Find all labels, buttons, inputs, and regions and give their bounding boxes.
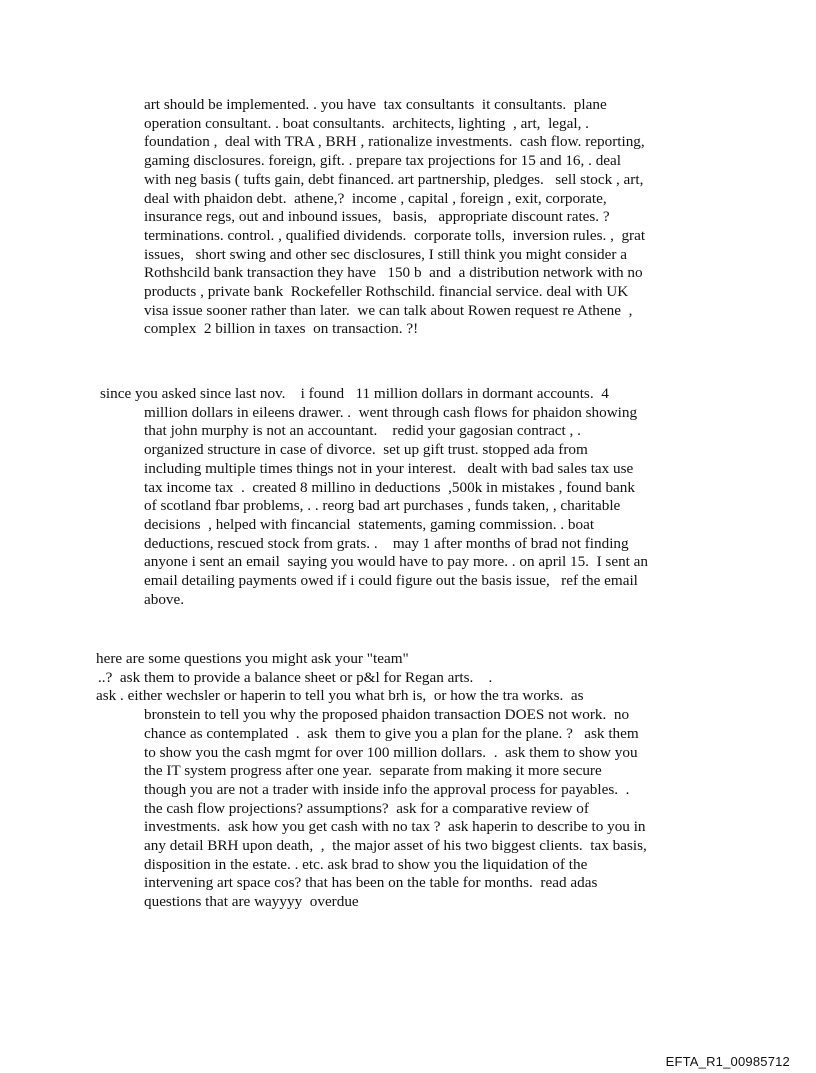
text-line: the cash flow projections? assumptions? ask for a comparative review of [144, 799, 589, 817]
paragraph-questions-for-team [96, 650, 647, 912]
text-line: gaming disclosures. foreign, gift. . prepare tax projections for 15 and 16, . deal [144, 152, 622, 170]
text-line: with neg basis ( tufts gain, debt financed. art partnership, pledges. sell stock , art, [144, 170, 644, 188]
text-line: complex 2 billion in taxes on transaction. ?! [144, 320, 419, 338]
text-line: questions that are wayyyy overdue [144, 893, 359, 911]
text-line: though you are not a trader with inside info the approval process for payables. . [144, 780, 630, 798]
text-line: visa issue sooner rather than later. we can talk about Rowen request re Athene , [144, 301, 633, 319]
text-line: bronstein to tell you why the proposed phaidon transaction DOES not work. no [144, 706, 630, 724]
text-line: ..? ask them to provide a balance sheet or p&l for Regan arts. . [98, 668, 493, 686]
text-line: deal with phaidon debt. athene,? income , capital , foreign , exit, corporate, [144, 189, 607, 207]
paragraph-accomplishments [96, 385, 648, 609]
text-line: deductions, rescued stock from grats. . may 1 after months of brad not finding [144, 534, 629, 552]
text-line: ask . either wechsler or haperin to tell you what brh is, or how the tra works. as [96, 687, 584, 705]
text-line: organized structure in case of divorce. set up gift trust. stopped ada from [144, 441, 588, 459]
text-line: decisions , helped with fincancial statements, gaming commission. . boat [144, 515, 595, 533]
text-line: issues, short swing and other sec disclosures, I still think you might consider a [144, 245, 627, 263]
paragraph-consultants-and-issues [144, 96, 645, 339]
text-line: Rothshcild bank transaction they have 150 b and a distribution network with no [144, 264, 643, 282]
text-line: to show you the cash mgmt for over 100 million dollars. . ask them to show you [144, 743, 638, 761]
text-line: above. [144, 590, 185, 608]
text-line: including multiple times things not in your interest. dealt with bad sales tax use [144, 459, 634, 477]
text-line: anyone i sent an email saying you would have to pay more. . on april 15. I sent an [144, 553, 649, 571]
text-line: since you asked since last nov. i found 11 million dollars in dormant accounts. 4 [100, 385, 609, 402]
text-line: investments. ask how you get cash with no tax ? ask haperin to describe to you in [144, 818, 646, 836]
text-line: terminations. control. , qualified dividends. corporate tolls, inversion rules. , grat [144, 226, 646, 244]
text-line: chance as contemplated . ask them to give you a plan for the plane. ? ask them [144, 724, 639, 742]
text-line: of scotland fbar problems, . . reorg bad art purchases , funds taken, , charitable [144, 497, 621, 515]
text-line: foundation , deal with TRA , BRH , rationalize investments. cash flow. reporting, [144, 133, 645, 151]
document-id-footer: EFTA_R1_00985712 [665, 1054, 790, 1069]
text-line: any detail BRH upon death, , the major asset of his two biggest clients. tax basis, [144, 837, 647, 855]
text-line: million dollars in eileens drawer. . went through cash flows for phaidon showing [144, 403, 638, 421]
text-line: products , private bank Rockefeller Rothschild. financial service. deal with UK [144, 283, 629, 301]
text-line: email detailing payments owed if i could figure out the basis issue, ref the email [144, 572, 638, 590]
text-line: the IT system progress after one year. separate from making it more secure [144, 762, 602, 780]
text-line: that john murphy is not an accountant. redid your gagosian contract , . [144, 422, 581, 440]
text-line: tax income tax . created 8 millino in deductions ,500k in mistakes , found bank [144, 478, 635, 496]
text-line: intervening art space cos? that has been on the table for months. read adas [144, 874, 598, 892]
text-line: operation consultant. . boat consultants. architects, lighting , art, legal, . [144, 114, 589, 132]
text-line: art should be implemented. . you have tax consultants it consultants. plane [144, 96, 607, 113]
text-line: insurance regs, out and inbound issues, basis, appropriate discount rates. ? [144, 208, 610, 226]
text-line: disposition in the estate. . etc. ask brad to show you the liquidation of the [144, 855, 588, 873]
text-line: here are some questions you might ask your "team" [96, 650, 409, 667]
